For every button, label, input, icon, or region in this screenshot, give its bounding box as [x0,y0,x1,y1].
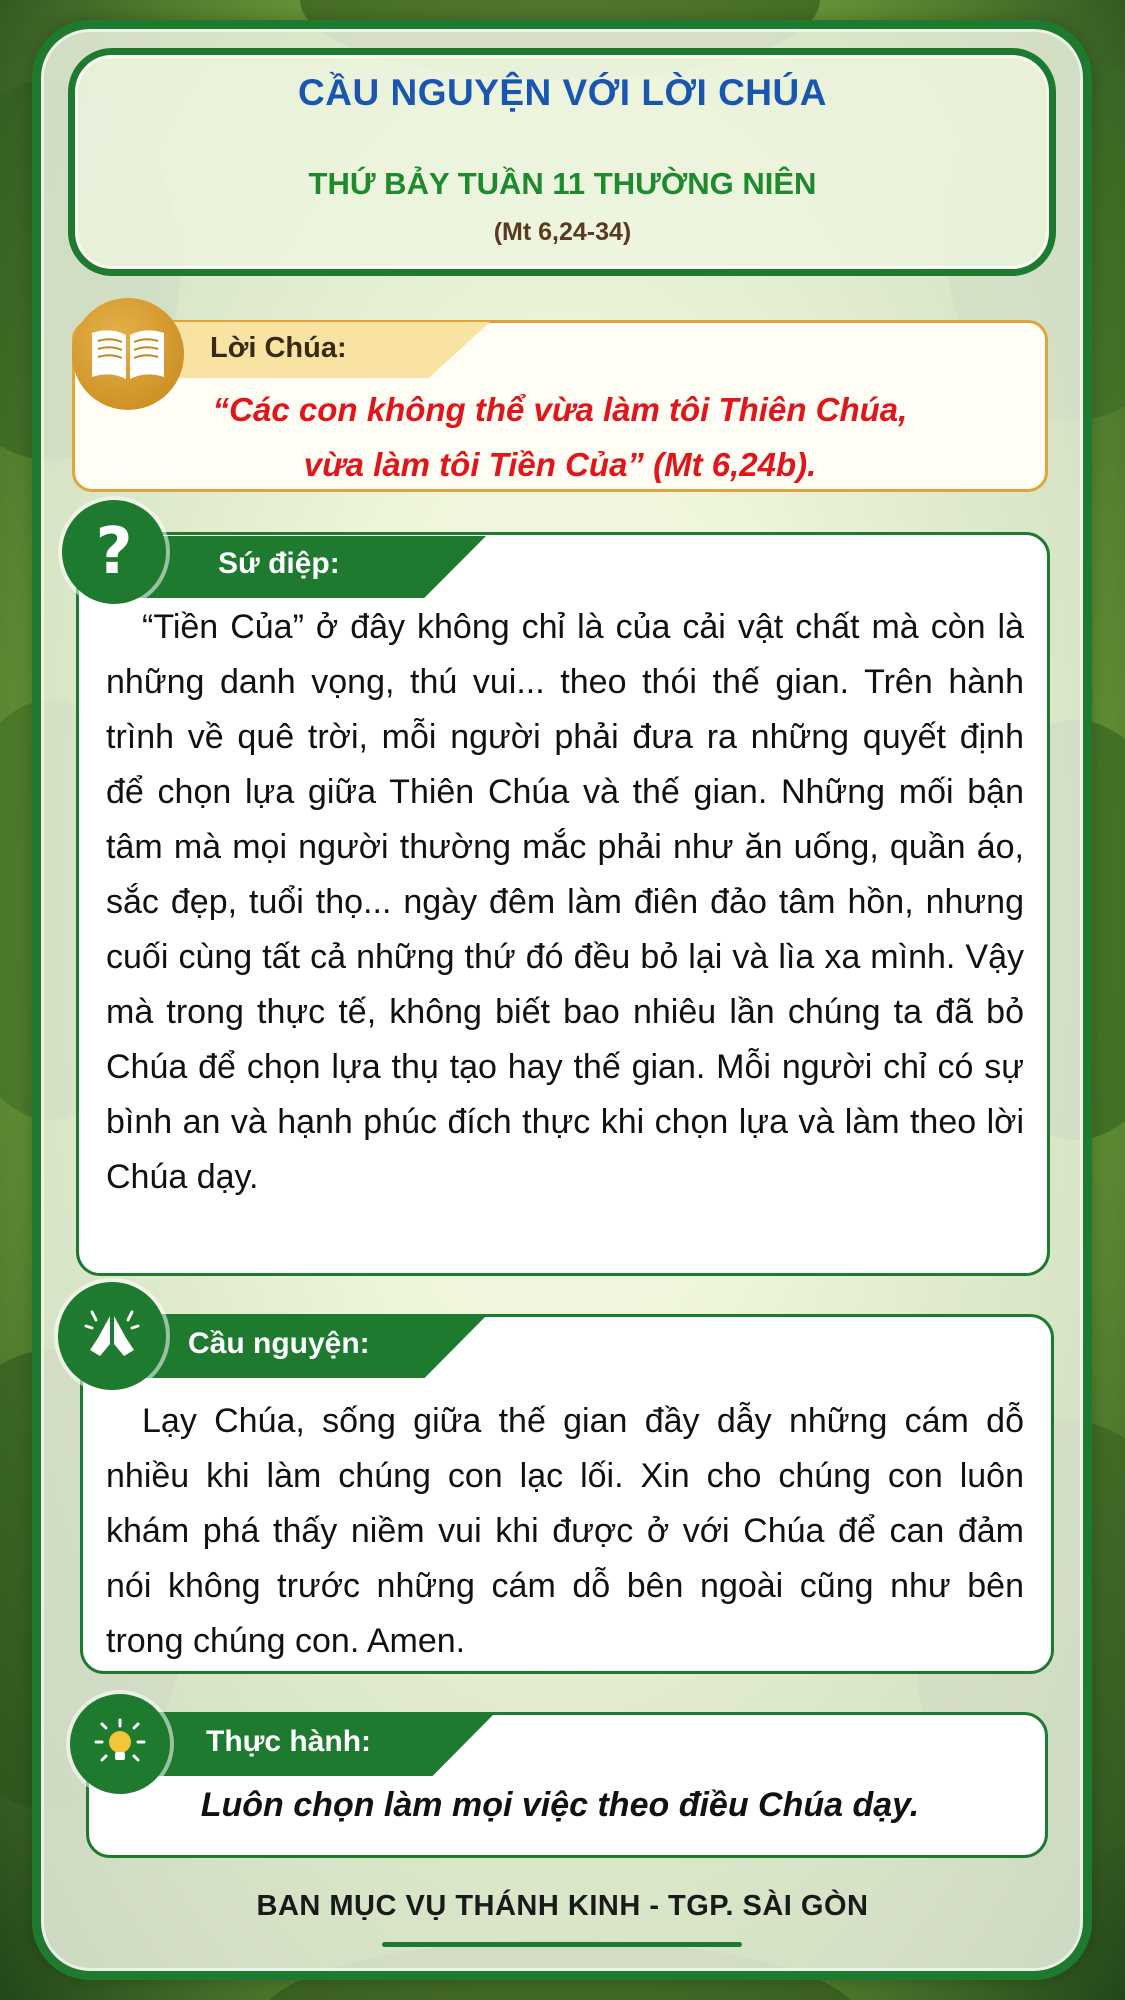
footer-credit: BAN MỤC VỤ THÁNH KINH - TGP. SÀI GÒN [256,1890,869,1922]
lightbulb-icon [70,1694,170,1794]
page-title: CẦU NGUYỆN VỚI LỜI CHÚA [298,72,827,113]
practice-label: Thực hành: [206,1725,372,1758]
verse-line-1: “Các con không thể vừa làm tôi Thiên Chúa, [212,391,908,428]
prayer-text: Lạy Chúa, sống giữa thế gian đầy dẫy những cám dỗ nhiều khi làm chúng con lạc lối. Xin cho chúng con luôn khám phá thấy niềm vui khi được ở với Chúa để can đảm nói không trước những cám dỗ bên ngoài cũng như bên trong chúng con. Amen. [106,1402,1024,1660]
message-text: “Tiền Của” ở đây không chỉ là của cải vật chất mà còn là những danh vọng, thú vui... theo thói thế gian. Trên hành trình về quê trời, mỗi người phải đưa ra những quyết định để chọn lựa giữa Thiên Chúa và thế gian. Những mối bận tâm mà mọi người thường mắc phải như ăn uống, quần áo, sắc đẹp, tuổi thọ... ngày đêm làm điên đảo tâm hồn, nhưng cuối cùng tất cả những thứ đó đều bỏ lại và lìa xa mình. Vậy mà trong thực tế, không biết bao nhiêu lần chúng ta đã bỏ Chúa để chọn lựa thụ tạo hay thế gian. Mỗi người chỉ có sự bình an và hạnh phúc đích thực khi chọn lựa và làm theo lời Chúa dạy. [106,608,1024,1196]
practice-text: Luôn chọn làm mọi việc theo điều Chúa dạy. [200,1786,920,1824]
message-label: Sứ điệp: [218,547,340,580]
verse-line-2: vừa làm tôi Tiền Của” (Mt 6,24b). [303,446,817,483]
verse-quote [90,382,1030,492]
liturgical-day: THỨ BẢY TUẦN 11 THƯỜNG NIÊN [308,166,817,201]
praying-hands-icon [58,1282,166,1390]
word-of-god-label: Lời Chúa: [210,332,347,364]
question-mark-icon: ? [62,500,166,604]
footer-divider [382,1942,742,1947]
prayer-label: Cầu nguyện: [188,1327,370,1360]
gospel-reference: (Mt 6,24-34) [493,218,632,246]
